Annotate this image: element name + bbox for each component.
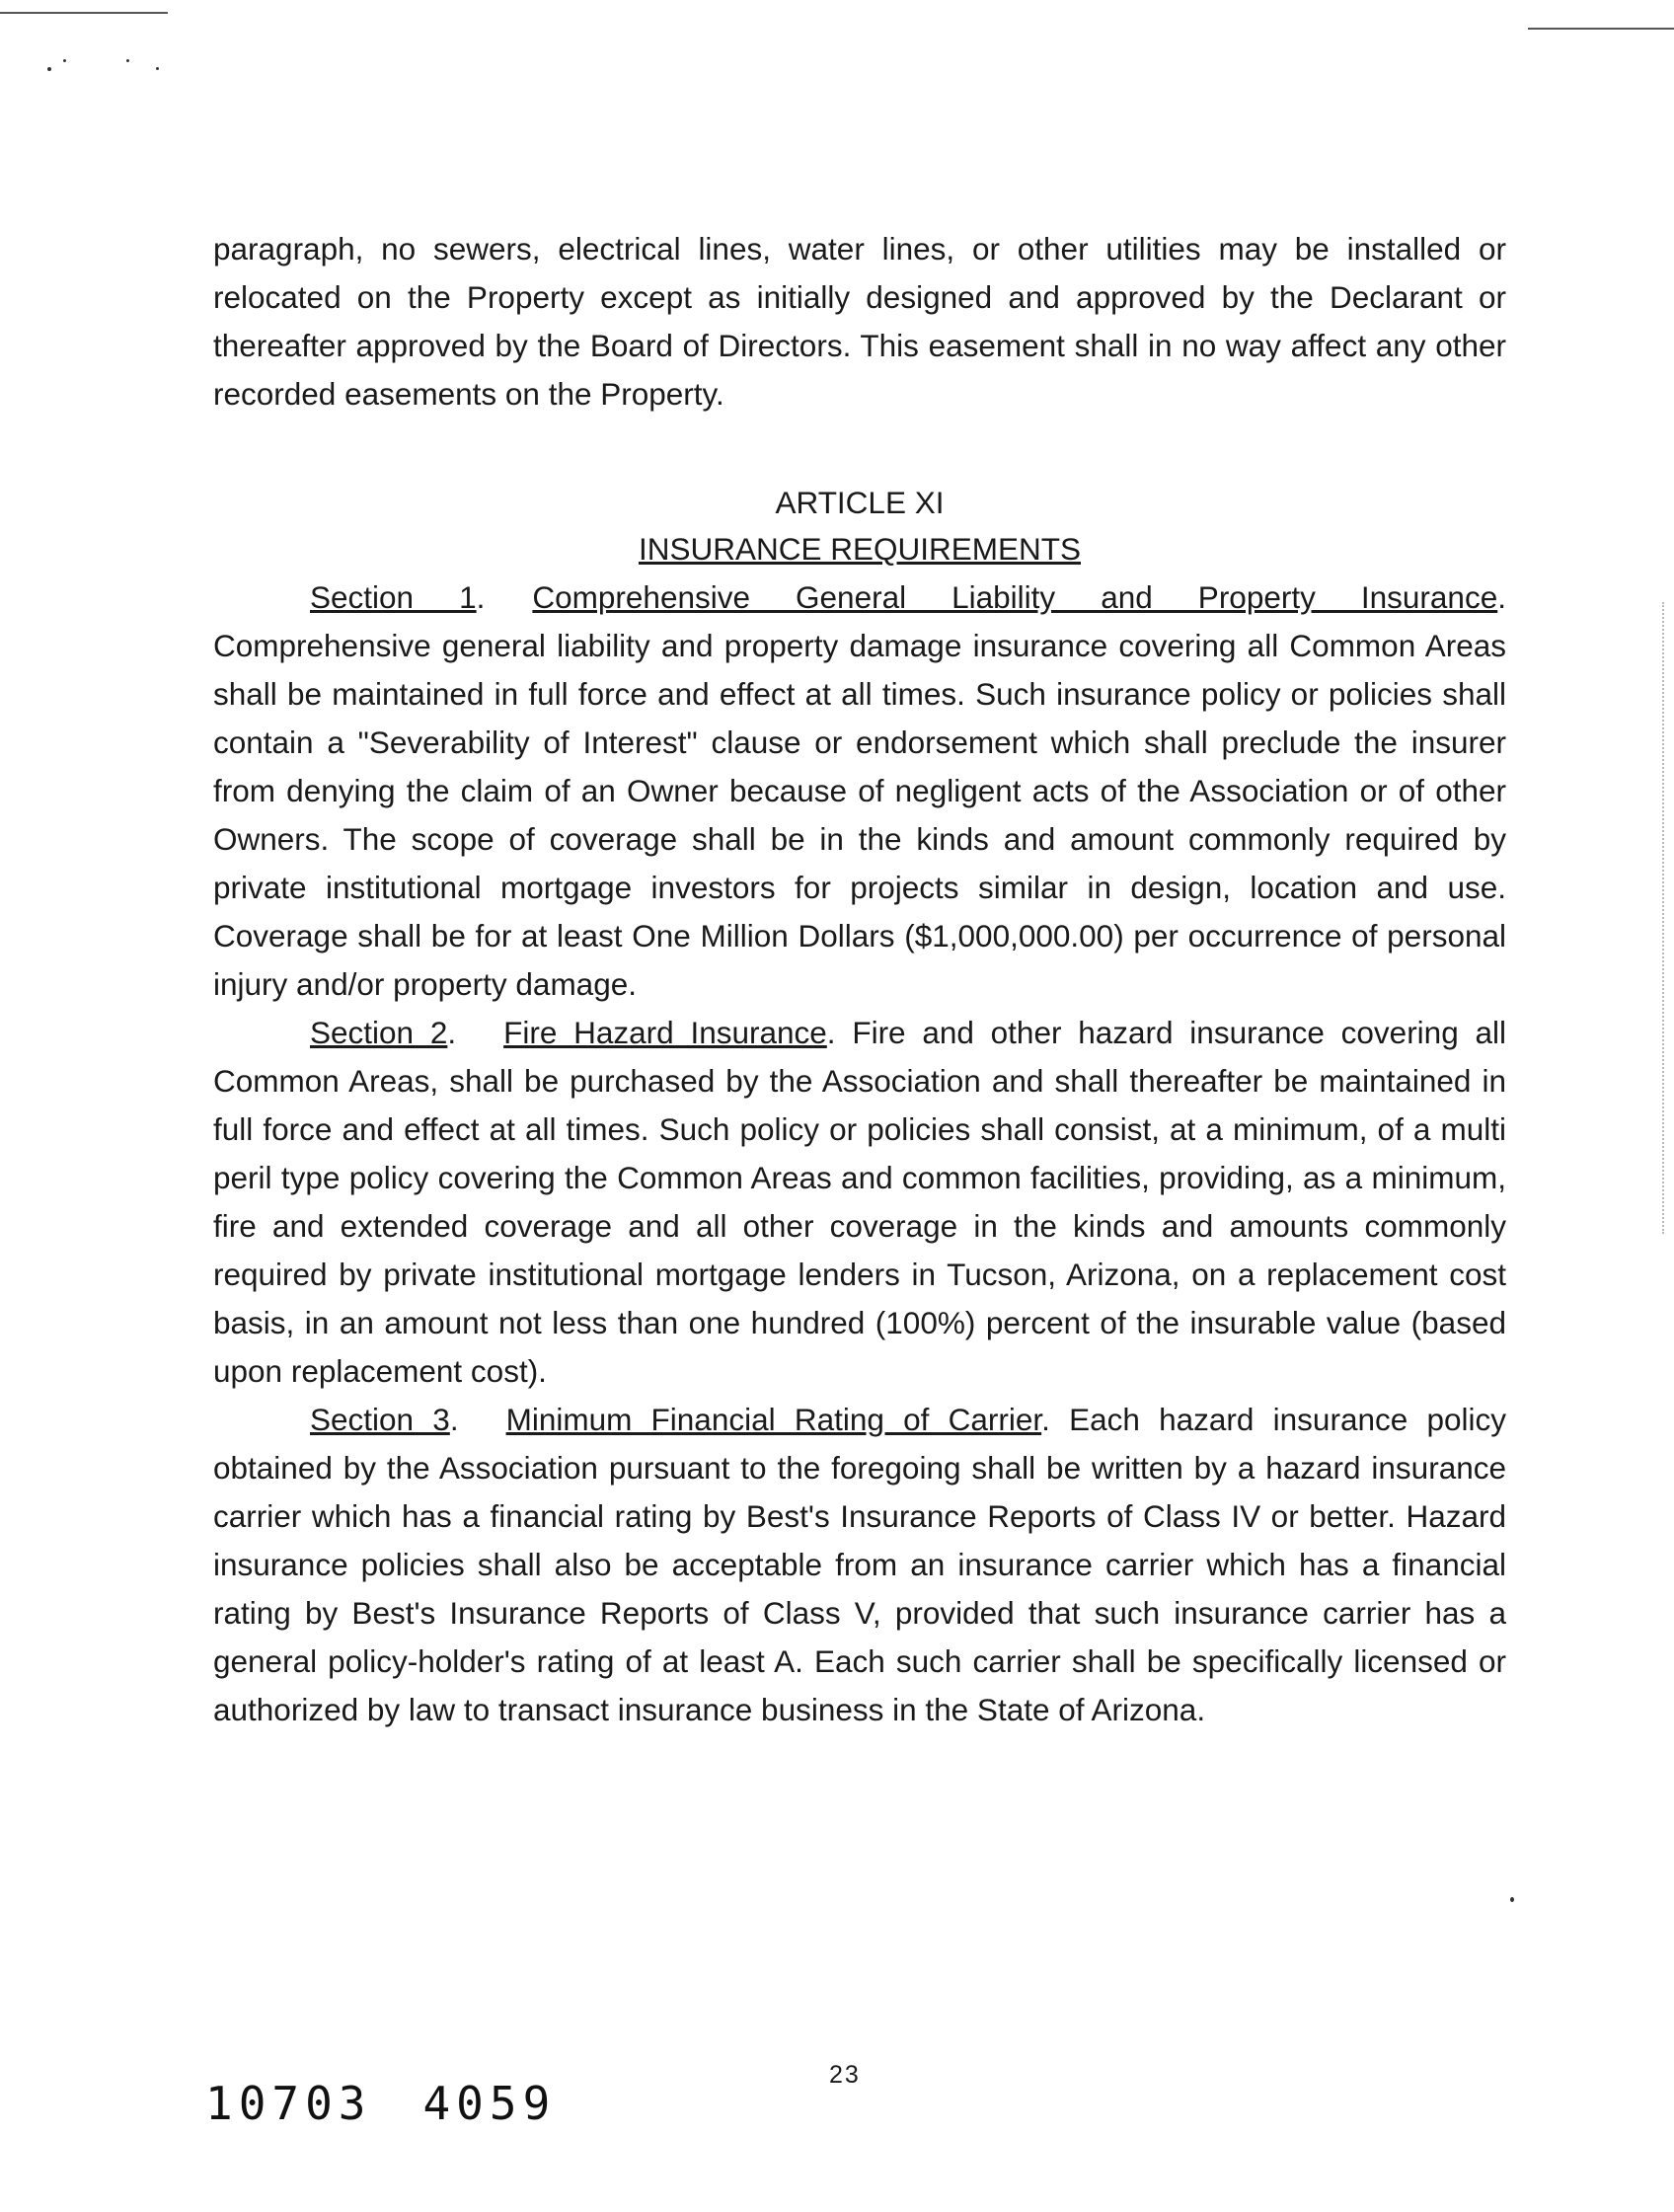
- section-2-body: Fire and other hazard insurance covering all Common Areas, shall be purchased by the Association and shall thereafter be maintained in full force and effect at all times. Such policy or policies shall consist, at a minimum, of a multi peril type policy covering the Common Areas and common facilities, providing, as a minimum, fire and extended coverage and all other coverage in the kinds and amounts commonly required by private institutional mortgage lenders in Tucson, Arizona, on a replacement cost basis, in an amount not less than one hundred (100%) percent of the insurable value (based upon replacement cost).: [213, 1015, 1507, 1389]
- recording-number: [205, 2077, 556, 2130]
- scan-speck: [47, 67, 51, 71]
- article-number: ARTICLE XI: [775, 485, 945, 520]
- section-1: Section 1. Comprehensive General Liability and Property Insurance. Comprehensive general liability and property damage insurance covering all Common Areas shall be maintained in full force and effect at all times. Such insurance policy or policies shall contain a "Severability of Interest" clause or endorsement which shall preclude the insurer from denying the claim of an Owner because of negligent acts of the Association or of other Owners. The scope of coverage shall be in the kinds and amount commonly required by private institutional mortgage investors for projects similar in design, location and use. Coverage shall be for at least One Million Dollars ($1,000,000.00) per occurrence of personal injury and/or property damage.: [213, 579, 1506, 1002]
- scan-edge-marks: [1662, 602, 1666, 1234]
- section-1-body: Comprehensive general liability and property damage insurance covering all Common Areas shall be maintained in full force and effect at all times. Such insurance policy or policies shall contain a "Severability of Interest" clause or endorsement which shall preclude the insurer from denying the claim of an Owner because of negligent acts of the Association or of other Owners. The scope of coverage shall be in the kinds and amount commonly required by private institutional mortgage investors for projects similar in design, location and use. Coverage shall be for at least One Million Dollars ($1,000,000.00) per occurrence of personal injury and/or property damage.: [213, 628, 1506, 1002]
- scan-speck: [63, 59, 66, 62]
- page-content: [213, 225, 1506, 1734]
- scan-speck: [1510, 1897, 1514, 1902]
- section-1-heading: Comprehensive General Liability and Property Insurance: [532, 579, 1498, 615]
- scan-border-line-right: [1528, 28, 1674, 30]
- page-number: 23: [829, 2061, 861, 2089]
- article-title: INSURANCE REQUIREMENTS: [638, 531, 1082, 567]
- section-1-label: Section 1: [310, 579, 477, 615]
- section-2-heading: Fire Hazard Insurance: [503, 1015, 827, 1050]
- section-3-label: Section 3: [310, 1402, 450, 1437]
- article-heading: [213, 480, 1506, 573]
- scan-border-line-left: [0, 12, 168, 14]
- recording-page: 4059: [422, 2077, 557, 2130]
- scan-speck: [156, 67, 159, 70]
- section-3-heading: Minimum Financial Rating of Carrier: [505, 1402, 1042, 1437]
- recording-book: 10703: [205, 2077, 372, 2130]
- section-2-label: Section 2: [310, 1015, 448, 1050]
- section-3-body: Each hazard insurance policy obtained by the Association pursuant to the foregoing shall be written by a hazard insurance carrier which has a financial rating by Best's Insurance Reports of Class IV or better. Hazard insurance policies shall also be acceptable from an insurance carrier which has a financial rating by Best's Insurance Reports of Class V, provided that such insurance carrier has a general policy-holder's rating of at least A. Each such carrier shall be specifically licensed or authorized by law to transact insurance business in the State of Arizona.: [213, 1402, 1506, 1727]
- scan-speck: [126, 59, 129, 62]
- section-3: Section 3. Minimum Financial Rating of Carrier. Each hazard insurance policy obtained by the Association pursuant to the foregoing shall be written by a hazard insurance carrier which has a financial rating by Best's Insurance Reports of Class IV or better. Hazard insurance policies shall also be acceptable from an insurance carrier which has a financial rating by Best's Insurance Reports of Class V, provided that such insurance carrier has a general policy-holder's rating of at least A. Each such carrier shall be specifically licensed or authorized by law to transact insurance business in the State of Arizona.: [213, 1402, 1506, 1727]
- section-2: Section 2. Fire Hazard Insurance. Fire and other hazard insurance covering all Common Areas, shall be purchased by the Association and shall thereafter be maintained in full force and effect at all times. Such policy or policies shall consist, at a minimum, of a multi peril type policy covering the Common Areas and common facilities, providing, as a minimum, fire and extended coverage and all other coverage in the kinds and amounts commonly required by private institutional mortgage lenders in Tucson, Arizona, on a replacement cost basis, in an amount not less than one hundred (100%) percent of the insurable value (based upon replacement cost).: [213, 1015, 1507, 1389]
- opening-paragraph: paragraph, no sewers, electrical lines, water lines, or other utilities may be installed or relocated on the Property except as initially designed and approved by the Declarant or thereafter approved by the Board of Directors. This easement shall in no way affect any other recorded easements on the Property.: [213, 231, 1506, 412]
